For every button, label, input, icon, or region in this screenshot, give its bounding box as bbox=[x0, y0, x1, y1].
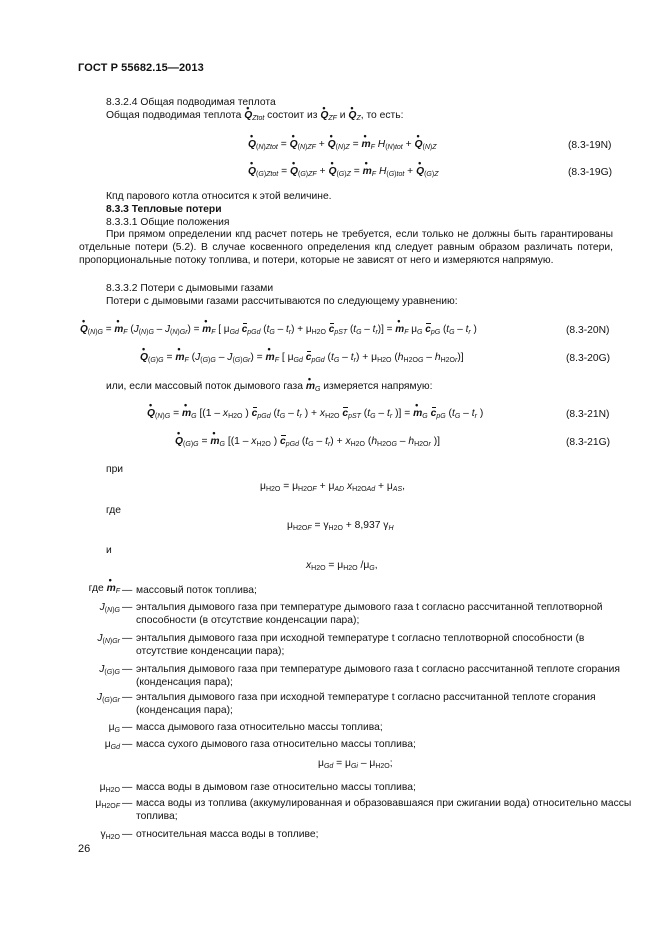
def-symbol-JNGr: $J_{(N)Gr}$ bbox=[97, 633, 120, 645]
def-symbol-muGd: $\mu_{Gd}$ bbox=[104, 739, 120, 751]
equation-mu-h2o: $\mu_{H2O} = \mu_{H2OF} + \mu_{AD}$ $x_{H2OAd} + \mu_{AS}$, bbox=[260, 481, 405, 493]
equation-number-21N: (8.3-21N) bbox=[566, 409, 610, 420]
section-8324-title: 8.3.2.4 Общая подводимая теплота bbox=[106, 97, 276, 108]
def-dash: — bbox=[122, 633, 133, 644]
equation-x-h2o: $x_{H2O} = \mu_{H2O}$ $/\mu_G$, bbox=[306, 560, 378, 572]
def-text-muG: масса дымового газа относительно массы топлива; bbox=[136, 722, 383, 733]
i-label: и bbox=[106, 545, 112, 556]
def-symbol-muG: $\mu_G$ bbox=[108, 722, 120, 734]
equation-8-3-19G: • $Q_{(G)Ztot}$ = • $Q_{(G)ZF}$ + • $Q_{(G)Z}$ = • $m_F$ $H_{(G)tot}$ + • $Q_{(G)Z}$ bbox=[248, 166, 439, 177]
gde-label: где bbox=[106, 505, 122, 516]
section-8324-text: Общая подводимая теплота • $Q_{Ztot}$ состоит из • $Q_{ZF}$ и • $Q_Z$, то есть: bbox=[106, 110, 403, 122]
section-833-title: 8.3.3 Тепловые потери bbox=[106, 204, 222, 215]
section-8332-title: 8.3.3.2 Потери с дымовыми газами bbox=[106, 283, 274, 294]
def-text-muGd: масса сухого дымового газа относительно массы топлива; bbox=[136, 739, 416, 750]
equation-mu-gd: $\mu_{Gd} = \mu_{Gi} - \mu_{H2O}$; bbox=[318, 758, 393, 770]
def-text-mF: массовый поток топлива; bbox=[136, 585, 257, 596]
def-dash: — bbox=[122, 829, 133, 840]
kpd-note: Кпд парового котла относится к этой величине. bbox=[106, 191, 332, 202]
def-text-JNG: энтальпия дымового газа при температуре дымового газа t согласно рассчитанной теплотворной способности (в отсутствие конденсации пара); bbox=[136, 602, 603, 626]
def-text-JNGr: энтальпия дымового газа при исходной температуре t согласно теплотворной способности (в отсутствие конденсации пара); bbox=[136, 633, 585, 657]
def-symbol-JGGr: $J_{(G)Gr}$ bbox=[96, 692, 120, 704]
def-symbol-gammaH2O: $\gamma_{H2O}$ bbox=[100, 829, 120, 841]
equation-8-3-21N: • $Q_{(N)G}$ = • $m_G$ [($1 - x_{H2O}$ ) $c_{pGd}$ ($t_G - t_r$ ) + $x_{H2O}$ $c_{pST}$ ($t_G - t_r$ )] = • $m_G$ $c_{pG}$ ($t_G - t_r$ ) bbox=[147, 408, 483, 419]
def-symbol-muH2OF: $\mu_{H2OF}$ bbox=[95, 798, 120, 810]
equation-8-3-21G: • $Q_{(G)G}$ = • $m_G$ [($1 - x_{H2O}$ ) $c_{pGd}$ $(t_G - t_r) + x_{H2O}$ ($h_{H2OG} - h_{H2Or}$ )] bbox=[175, 436, 440, 447]
equation-number-20G: (8.3-20G) bbox=[566, 353, 611, 364]
equation-8-3-20G: • $Q_{(G)G}$ = • $m_F$ $(J_{(G)G} - J_{(G)Gr})$ = • $m_F$ [ $\mu_{Gd}$ $c_{pGd}$ $(t_G - t_r) + \mu_{H2O}$ $(h_{H2OG} - h_{H2Or})$] bbox=[140, 352, 464, 363]
def-symbol-mF: где • $m_F$ bbox=[72, 583, 120, 594]
def-text-gammaH2O: относительная масса воды в топливе; bbox=[136, 829, 319, 840]
equation-8-3-20N: • $Q_{(N)G}$ = • $m_F$ $(J_{(N)G} - J_{(N)Gr})$ = • $m_F$ [ $\mu_{Gd}$ $c_{pGd}$ $(t_G - t_r) + \mu_{H2O}$ $c_{pST}$ $(t_G - t_r)$] = • $m_F$ $\mu_G$ $c_{pG}$ ($t_G - t_r$ ) bbox=[80, 324, 477, 335]
page-number: 26 bbox=[78, 843, 91, 855]
def-dash: — bbox=[122, 798, 133, 809]
section-8332-intro: Потери с дымовыми газами рассчитываются по следующему уравнению: bbox=[106, 296, 458, 307]
equation-number-19G: (8.3-19G) bbox=[568, 167, 613, 178]
equation-number-21G: (8.3-21G) bbox=[566, 437, 611, 448]
def-dash: — bbox=[122, 602, 133, 613]
def-symbol-JNG: $J_{(N)G}$ bbox=[99, 602, 120, 614]
equation-8-3-19N: • $Q_{(N)Ztot}$ = • $Q_{(N)ZF}$ + • $Q_{(N)Z}$ = • $m_F$ $H_{(N)tot}$ + • $Q_{(N)Z}$ bbox=[248, 139, 437, 150]
section-8331-paragraph: При прямом определении кпд расчет потерь не требуется, если только не должны быть гарантированы отдельные потери (5.2). В случае косвенного определения кпд следует равным образом различать потери, пропорциональные потоку топлива, и потери, которые не зависят от него и измеряются напрямую. bbox=[79, 229, 613, 266]
def-dash: — bbox=[122, 782, 133, 793]
def-symbol-JGG: $J_{(G)G}$ bbox=[99, 664, 120, 676]
def-dash: — bbox=[122, 585, 133, 596]
def-text-muH2OF: масса воды из топлива (аккумулированная и образовавшаяся при сжигании вода) относительно массы топлива; bbox=[136, 798, 632, 822]
pri-label: при bbox=[106, 464, 124, 475]
section-8331-title: 8.3.3.1 Общие положения bbox=[106, 217, 230, 228]
def-text-muH2O: масса воды в дымовом газе относительно массы топлива; bbox=[136, 782, 416, 793]
def-dash: — bbox=[122, 692, 133, 703]
def-text-JGG: энтальпия дымового газа при температуре дымового газа t согласно рассчитанной теплоте сгорания (конденсация пара); bbox=[136, 664, 620, 688]
equation-number-20N: (8.3-20N) bbox=[566, 325, 610, 336]
def-dash: — bbox=[122, 722, 133, 733]
def-dash: — bbox=[122, 664, 133, 675]
def-text-JGGr: энтальпия дымового газа при исходной температуре t согласно рассчитанной теплоте сгорания (конденсация пара); bbox=[136, 692, 596, 716]
equation-mu-h2of: $\mu_{H2OF} = \gamma_{H2O} + 8,937$ $\gamma_H$ bbox=[287, 520, 394, 532]
document-header: ГОСТ Р 55682.15—2013 bbox=[78, 62, 204, 74]
def-symbol-muH2O: $\mu_{H2O}$ bbox=[99, 782, 120, 794]
or-measured-text: или, если массовый поток дымового газа • $m_G$ измеряется напрямую: bbox=[106, 381, 432, 393]
def-dash: — bbox=[122, 739, 133, 750]
equation-number-19N: (8.3-19N) bbox=[568, 140, 612, 151]
